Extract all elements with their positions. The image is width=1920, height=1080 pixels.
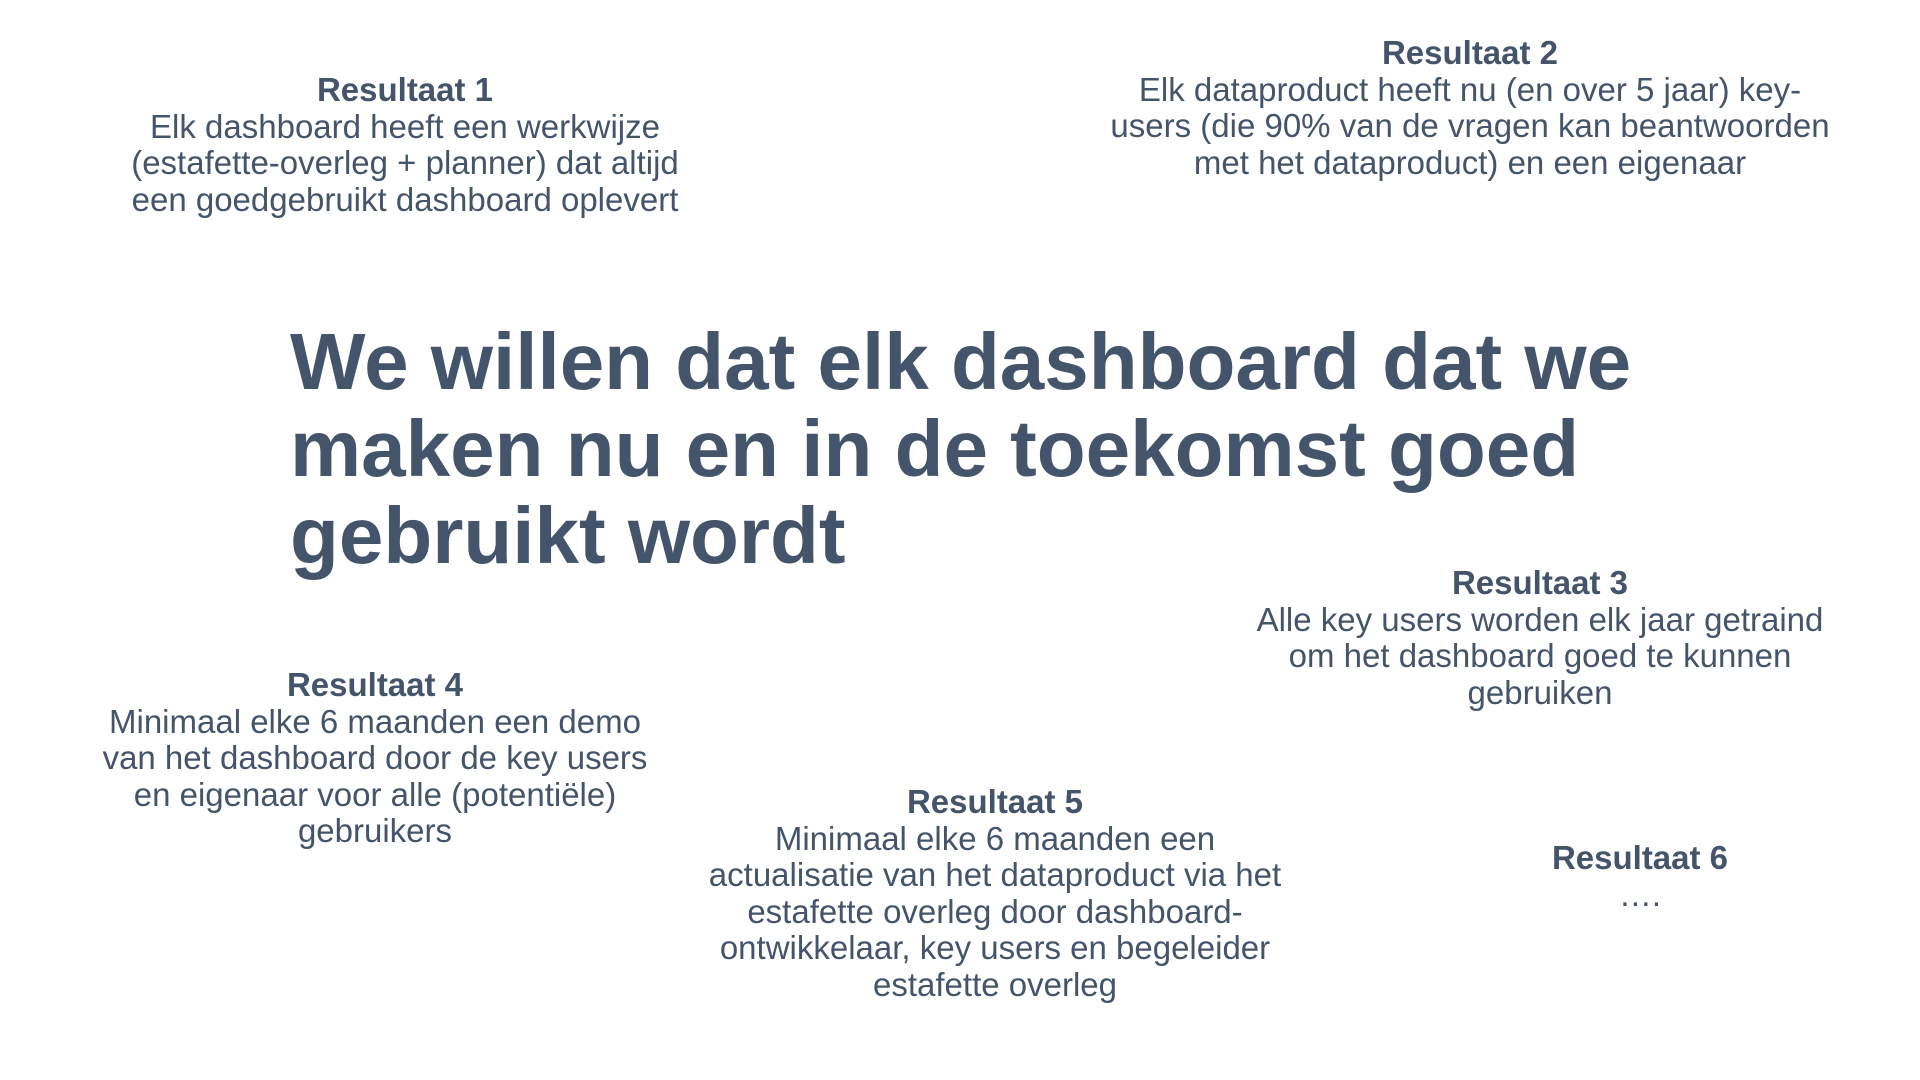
- result-1-text: Elk dashboard heeft een werkwijze (estafette-overleg + planner) dat altijd een goedgebruikt dashboard oplevert: [131, 107, 679, 218]
- result-5-title: Resultaat 5: [906, 783, 1084, 820]
- result-3-block: [1240, 565, 1840, 711]
- result-5-block: [700, 784, 1290, 1003]
- result-3-text: Alle key users worden elk jaar getraind om het dashboard goed te kunnen gebruiken: [1256, 600, 1824, 711]
- result-1-block: [120, 72, 690, 218]
- result-4-title: Resultaat 4: [286, 666, 464, 703]
- result-6-text: ….: [1618, 875, 1662, 913]
- result-5-text: Minimaal elke 6 maanden een actualisatie van het dataproduct via het estafette overleg door dashboard-ontwikkelaar, key users en begeleider estafette overleg: [708, 819, 1282, 1003]
- result-3-title: Resultaat 3: [1451, 564, 1629, 601]
- result-2-title: Resultaat 2: [1381, 34, 1559, 71]
- result-1-title: Resultaat 1: [316, 71, 494, 108]
- slide-headline: We willen dat elk dashboard dat we maken nu en in de toekomst goed gebruikt wordt: [290, 317, 1632, 580]
- result-6-block: [1450, 840, 1830, 913]
- result-4-text: Minimaal elke 6 maanden een demo van het dashboard door de key users en eigenaar voor alle (potentiële) gebruikers: [102, 702, 648, 849]
- result-2-text: Elk dataproduct heeft nu (en over 5 jaar) key-users (die 90% van de vragen kan beantwoorden met het dataproduct) en een eigenaar: [1110, 70, 1830, 181]
- result-4-block: [95, 667, 655, 850]
- result-2-block: [1100, 35, 1840, 181]
- result-6-title: Resultaat 6: [1551, 839, 1729, 876]
